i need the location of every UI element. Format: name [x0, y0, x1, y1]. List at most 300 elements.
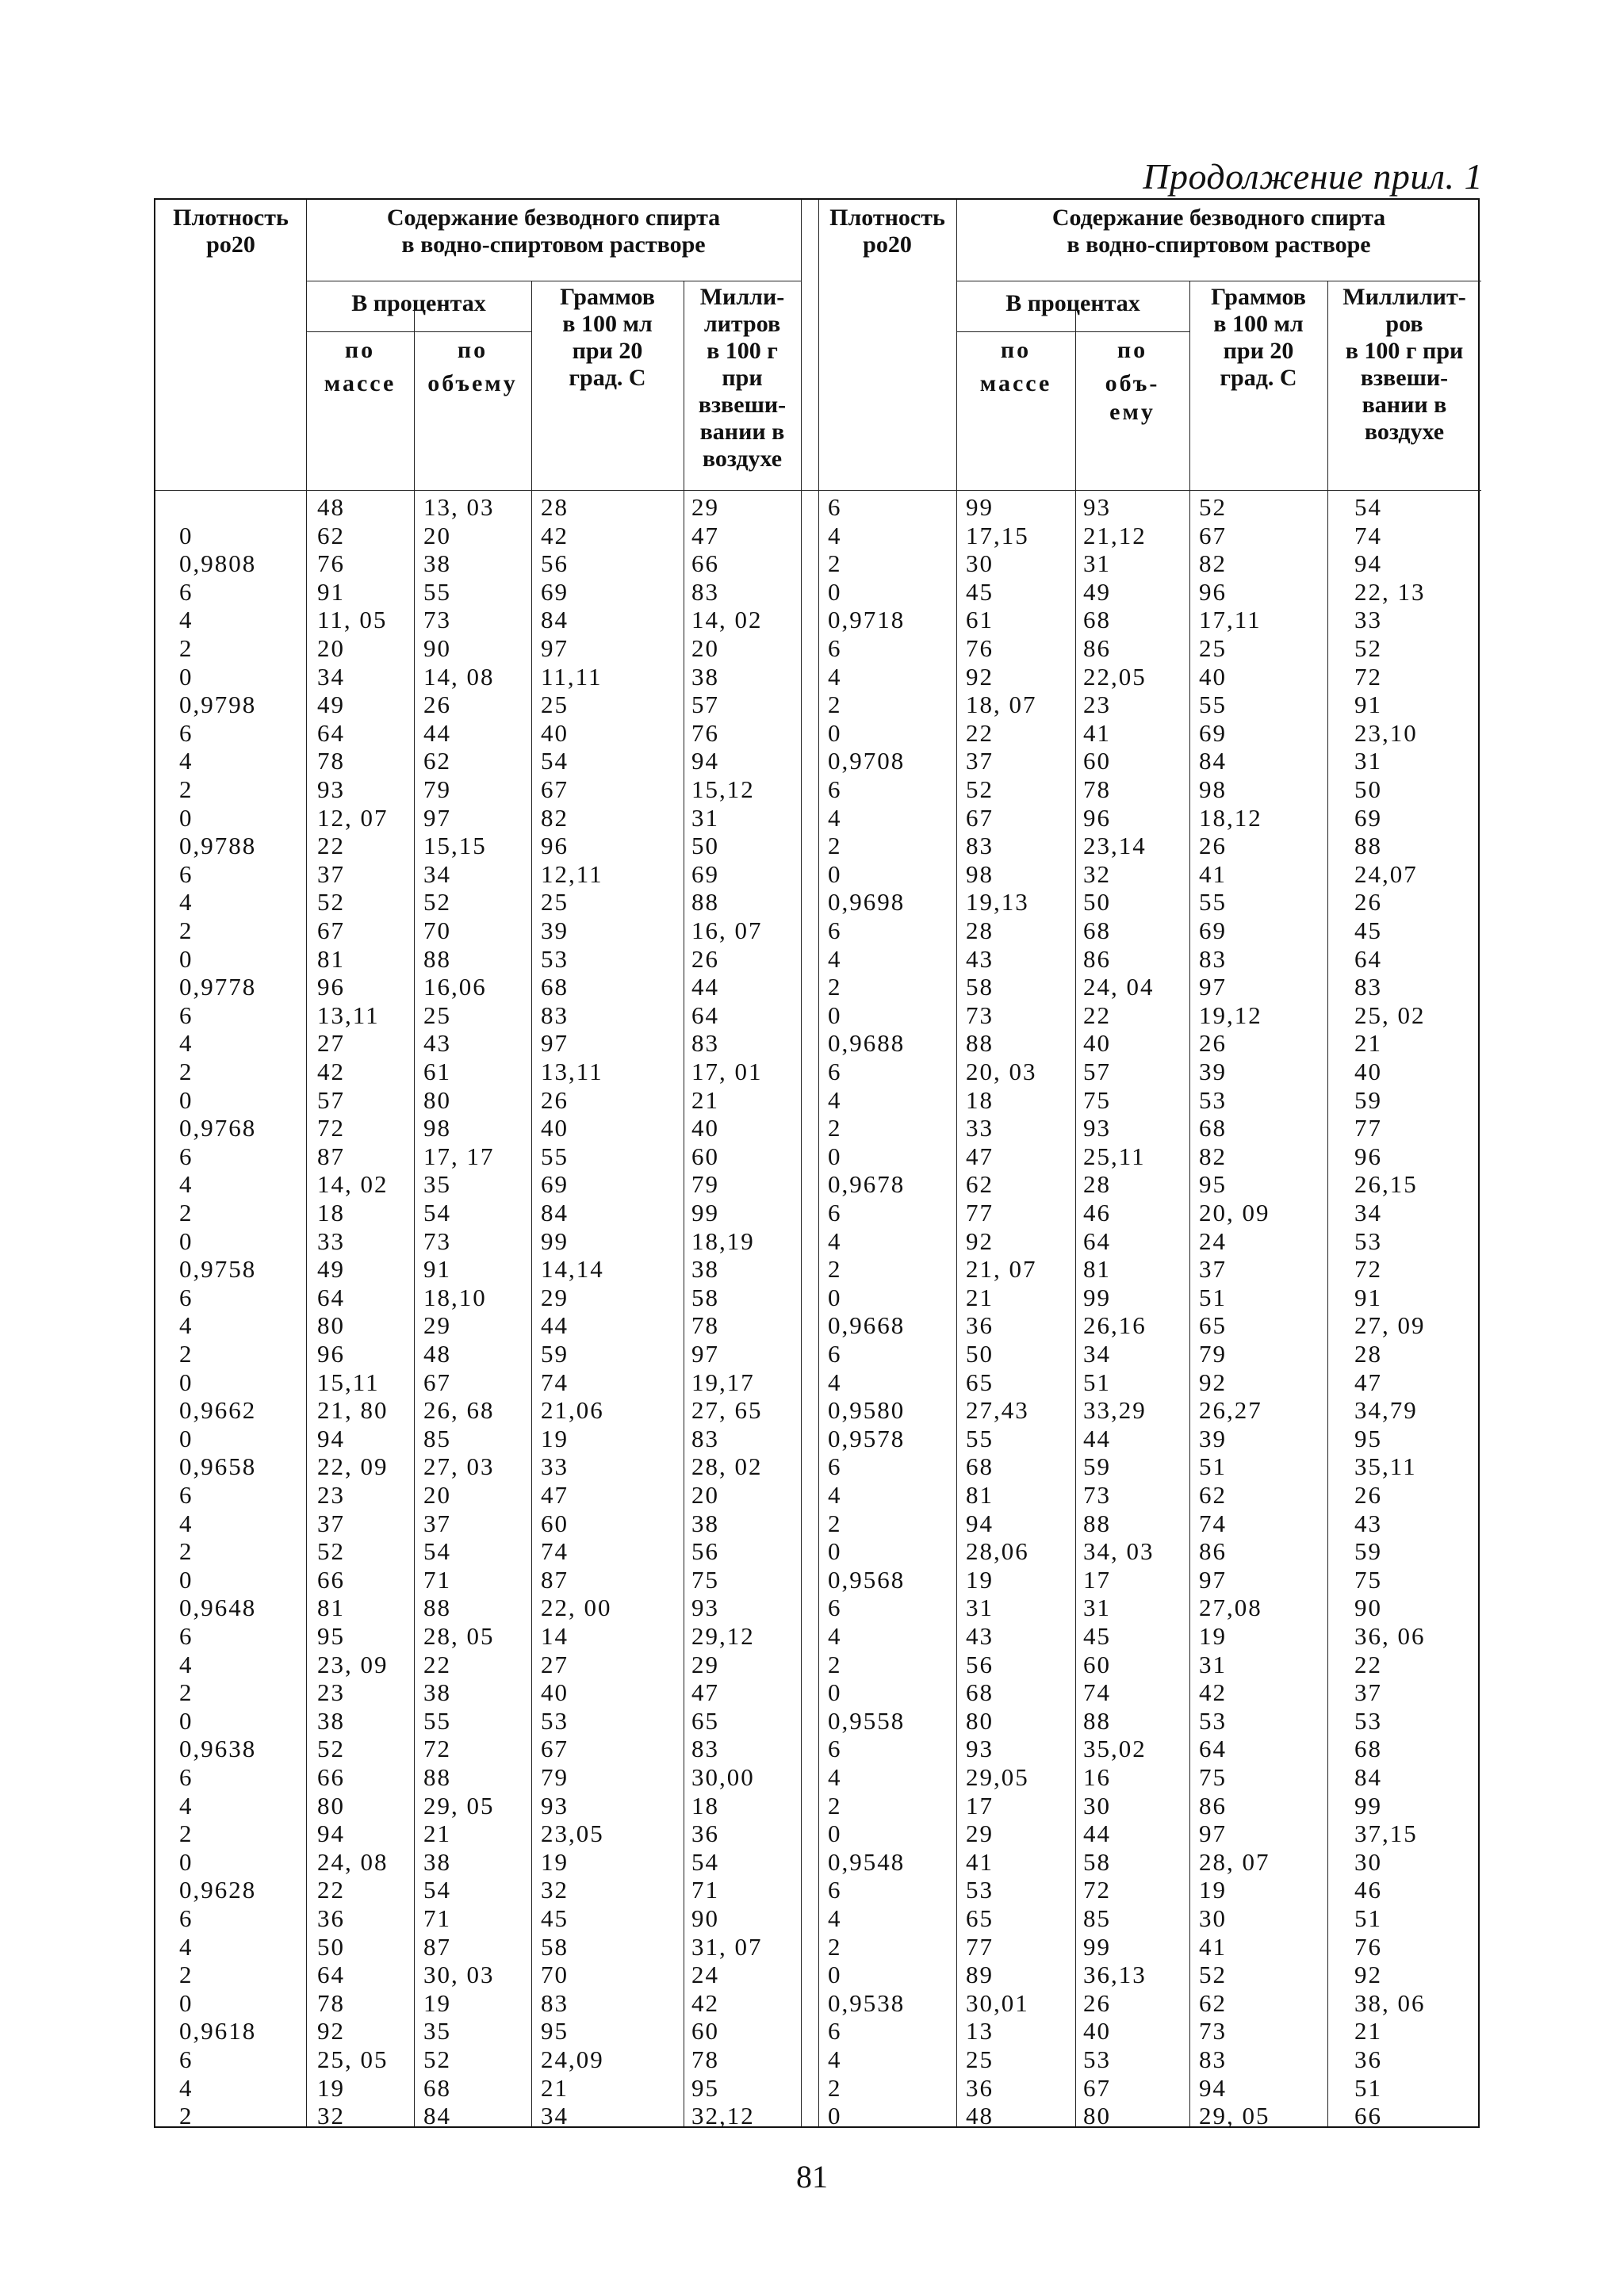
left-ml-cell: 88: [691, 888, 719, 916]
left-density-cell: 0: [179, 1424, 193, 1452]
left-ml-cell: 64: [691, 1001, 719, 1029]
right-density-cell: 6: [828, 634, 842, 662]
right-density-cell: 4: [828, 1904, 842, 1932]
right-grams-cell: 26: [1199, 832, 1227, 860]
left-mass-cell: 37: [317, 1509, 345, 1537]
left-ml-cell: 83: [691, 1735, 719, 1763]
right-ml-cell: 50: [1354, 775, 1382, 803]
left-ml-cell: 60: [691, 1142, 719, 1170]
right-ml-cell: 84: [1354, 1763, 1382, 1791]
left-mass-cell: 24, 08: [317, 1847, 389, 1876]
left-ml-cell: 93: [691, 1594, 719, 1622]
left-ml-cell: 30,00: [691, 1763, 755, 1791]
left-grams-cell: 82: [541, 803, 569, 832]
right-mass-cell: 98: [966, 859, 994, 888]
right-density-cell: 4: [828, 662, 842, 691]
right-density-cell: 0: [828, 1537, 842, 1566]
left-ml-cell: 18,19: [691, 1226, 755, 1255]
right-density-cell: 2: [828, 1650, 842, 1678]
left-volume-cell: 37: [423, 1509, 451, 1537]
left-mass-cell: 36: [317, 1904, 345, 1932]
left-volume-cell: 68: [423, 2073, 451, 2102]
right-density-cell: 0,9538: [828, 1988, 906, 2017]
left-volume-cell: 98: [423, 1114, 451, 1142]
left-ml-cell: 97: [691, 1340, 719, 1368]
right-ml-cell: 91: [1354, 1283, 1382, 1311]
left-ml-cell: 47: [691, 1678, 719, 1707]
right-ml-cell: 38, 06: [1354, 1988, 1426, 2017]
left-mass-cell: 62: [317, 521, 345, 549]
left-density-cell: 0: [179, 662, 193, 691]
right-ml-cell: 53: [1354, 1706, 1382, 1735]
right-mass-cell: 58: [966, 973, 994, 1001]
left-mass-cell: 33: [317, 1226, 345, 1255]
right-mass-cell: 68: [966, 1678, 994, 1707]
left-ml-cell: 56: [691, 1537, 719, 1566]
left-grams-cell: 13,11: [541, 1058, 603, 1085]
left-mass-cell: 49: [317, 691, 345, 719]
left-density-cell: 6: [179, 1904, 193, 1932]
left-ml-cell: 38: [691, 662, 719, 691]
right-mass-cell: 19: [966, 1565, 994, 1594]
right-grams-cell: 17,11: [1199, 606, 1262, 634]
right-grams-cell: 25: [1199, 634, 1227, 662]
right-ml-cell: 37,15: [1354, 1820, 1418, 1848]
right-density-cell: 0: [828, 1001, 842, 1029]
right-density-cell: 0: [828, 859, 842, 888]
right-mass-cell: 36: [966, 1311, 994, 1340]
right-density-cell: 6: [828, 1340, 842, 1368]
right-mass-cell: 94: [966, 1509, 994, 1537]
left-volume-cell: 52: [423, 2045, 451, 2073]
left-grams-cell: 95: [541, 2017, 569, 2045]
left-volume-cell: 34: [423, 859, 451, 888]
left-mass-cell: 22: [317, 1876, 345, 1904]
left-mass-cell: 42: [317, 1058, 345, 1085]
right-mass-cell: 99: [966, 493, 994, 521]
col-divider: [818, 200, 819, 2126]
left-volume-cell: 30, 03: [423, 1961, 495, 1989]
left-grams-cell: 14,14: [541, 1255, 604, 1284]
right-density-cell: 2: [828, 973, 842, 1001]
left-density-cell: 4: [179, 1170, 193, 1199]
right-grams-cell: 55: [1199, 888, 1227, 916]
left-grams-cell: 11,11: [541, 662, 603, 691]
left-mass-cell: 66: [317, 1565, 345, 1594]
right-ml-cell: 33: [1354, 606, 1382, 634]
right-mass-cell: 29: [966, 1820, 994, 1848]
right-volume-cell: 26,16: [1083, 1311, 1147, 1340]
right-volume-cell: 78: [1083, 775, 1111, 803]
right-ml-cell: 22: [1354, 1650, 1382, 1678]
right-density-cell: 0: [828, 1283, 842, 1311]
left-grams-cell: 74: [541, 1368, 569, 1396]
left-volume-cell: 44: [423, 718, 451, 747]
right-grams-cell: 20, 09: [1199, 1199, 1270, 1226]
right-ml-cell: 25, 02: [1354, 1001, 1426, 1029]
right-grams-cell: 55: [1199, 691, 1227, 719]
right-ml-cell: 96: [1354, 1142, 1382, 1170]
left-grams-cell: 29: [541, 1283, 569, 1311]
left-density-cell: 4: [179, 1932, 193, 1961]
left-ml-cell: 50: [691, 832, 719, 860]
left-grams-cell: 47: [541, 1481, 569, 1509]
left-density-cell: 6: [179, 577, 193, 606]
left-ml-cell: 58: [691, 1283, 719, 1311]
left-ml-cell: 78: [691, 2045, 719, 2073]
left-grams-cell: 53: [541, 944, 569, 973]
right-volume-cell: 81: [1083, 1255, 1111, 1284]
right-volume-cell: 23: [1083, 691, 1111, 719]
right-volume-cell: 75: [1083, 1085, 1111, 1114]
left-density-cell: 0: [179, 1847, 193, 1876]
right-ml-cell: 24,07: [1354, 859, 1418, 888]
right-volume-cell: 22: [1083, 1001, 1111, 1029]
right-mass-cell: 18: [966, 1085, 994, 1114]
right-ml-cell: 31: [1354, 747, 1382, 775]
left-mass-cell: 66: [317, 1763, 345, 1791]
right-mass-cell: 77: [966, 1199, 994, 1226]
left-grams-cell: 99: [541, 1226, 569, 1255]
left-volume-cell: 54: [423, 1537, 451, 1566]
left-ml-cell: 90: [691, 1904, 719, 1932]
right-mass-cell: 67: [966, 803, 994, 832]
left-grams-cell: 34: [541, 2102, 569, 2130]
right-density-cell: 6: [828, 775, 842, 803]
right-density-cell: 4: [828, 1481, 842, 1509]
left-ml-cell: 29: [691, 1650, 719, 1678]
right-mass-cell: 92: [966, 662, 994, 691]
right-density-cell: 0,9708: [828, 747, 906, 775]
left-mass-cell: 64: [317, 718, 345, 747]
right-mass-cell: 88: [966, 1029, 994, 1058]
left-density-cell: 0: [179, 803, 193, 832]
left-mass-cell: 11, 05: [317, 606, 388, 634]
left-grams-cell: 40: [541, 1678, 569, 1707]
right-density-cell: 2: [828, 1932, 842, 1961]
left-ml-cell: 38: [691, 1255, 719, 1284]
right-ml-cell: 27, 09: [1354, 1311, 1426, 1340]
header-by-volume-left: по объему: [427, 337, 518, 396]
left-volume-cell: 84: [423, 2102, 451, 2130]
right-volume-cell: 60: [1083, 747, 1111, 775]
left-grams-cell: 83: [541, 1001, 569, 1029]
left-ml-cell: 66: [691, 549, 719, 578]
left-mass-cell: 64: [317, 1283, 345, 1311]
right-ml-cell: 21: [1354, 1029, 1382, 1058]
left-ml-cell: 83: [691, 577, 719, 606]
left-grams-cell: 69: [541, 1170, 569, 1199]
right-grams-cell: 67: [1199, 521, 1227, 549]
right-mass-cell: 28,06: [966, 1537, 1029, 1566]
right-grams-cell: 51: [1199, 1452, 1227, 1481]
right-density-cell: 0,9548: [828, 1847, 906, 1876]
left-density-cell: 0,9618: [179, 2017, 257, 2045]
left-mass-cell: 23, 09: [317, 1650, 389, 1678]
left-mass-cell: 67: [317, 916, 345, 944]
right-density-cell: 0: [828, 1678, 842, 1707]
right-mass-cell: 13: [966, 2017, 994, 2045]
left-grams-cell: 93: [541, 1791, 569, 1820]
left-mass-cell: 37: [317, 859, 345, 888]
right-ml-cell: 46: [1354, 1876, 1382, 1904]
header-by-mass-right: по массе: [979, 337, 1052, 396]
right-volume-cell: 99: [1083, 1932, 1111, 1961]
right-volume-cell: 30: [1083, 1791, 1111, 1820]
left-density-cell: 0,9662: [179, 1396, 257, 1425]
left-volume-cell: 15,15: [423, 832, 487, 860]
right-grams-cell: 29, 05: [1199, 2102, 1270, 2130]
left-density-cell: 2: [179, 1340, 193, 1368]
col-divider: [1075, 311, 1076, 2126]
left-grams-cell: 58: [541, 1932, 569, 1961]
left-ml-cell: 24: [691, 1961, 719, 1989]
right-mass-cell: 50: [966, 1340, 994, 1368]
right-ml-cell: 34: [1354, 1199, 1382, 1226]
left-ml-cell: 54: [691, 1847, 719, 1876]
right-density-cell: 0,9568: [828, 1565, 906, 1594]
left-ml-cell: 65: [691, 1706, 719, 1735]
left-mass-cell: 72: [317, 1114, 345, 1142]
left-mass-cell: 13,11: [317, 1001, 380, 1029]
right-mass-cell: 36: [966, 2073, 994, 2102]
left-grams-cell: 84: [541, 606, 569, 634]
left-volume-cell: 20: [423, 521, 451, 549]
left-ml-cell: 20: [691, 634, 719, 662]
left-ml-cell: 78: [691, 1311, 719, 1340]
right-volume-cell: 96: [1083, 803, 1111, 832]
right-volume-cell: 73: [1083, 1481, 1111, 1509]
left-mass-cell: 91: [317, 577, 345, 606]
left-mass-cell: 23: [317, 1481, 345, 1509]
right-mass-cell: 62: [966, 1170, 994, 1199]
left-mass-cell: 96: [317, 973, 345, 1001]
right-ml-cell: 43: [1354, 1509, 1382, 1537]
left-ml-cell: 57: [691, 691, 719, 719]
col-divider: [1189, 281, 1190, 2126]
left-ml-cell: 21: [691, 1085, 719, 1114]
right-mass-cell: 77: [966, 1932, 994, 1961]
right-volume-cell: 88: [1083, 1509, 1111, 1537]
right-grams-cell: 52: [1199, 493, 1227, 521]
right-density-cell: 6: [828, 1594, 842, 1622]
right-density-cell: 4: [828, 944, 842, 973]
left-ml-cell: 38: [691, 1509, 719, 1537]
left-density-cell: 0,9768: [179, 1114, 257, 1142]
right-density-cell: 2: [828, 1791, 842, 1820]
right-volume-cell: 53: [1083, 2045, 1111, 2073]
col-divider: [531, 281, 532, 2126]
left-grams-cell: 28: [541, 493, 569, 521]
left-grams-cell: 67: [541, 1735, 569, 1763]
left-ml-cell: 26: [691, 944, 719, 973]
right-grams-cell: 19: [1199, 1622, 1227, 1650]
right-grams-cell: 92: [1199, 1368, 1227, 1396]
left-grams-cell: 97: [541, 1029, 569, 1058]
right-mass-cell: 20, 03: [966, 1058, 1037, 1085]
right-volume-cell: 85: [1083, 1904, 1111, 1932]
left-ml-cell: 99: [691, 1199, 719, 1226]
right-grams-cell: 39: [1199, 1424, 1227, 1452]
right-density-cell: 0: [828, 718, 842, 747]
left-grams-cell: 96: [541, 832, 569, 860]
right-ml-cell: 26: [1354, 888, 1382, 916]
left-ml-cell: 29: [691, 493, 719, 521]
right-volume-cell: 17: [1083, 1565, 1111, 1594]
right-volume-cell: 31: [1083, 1594, 1111, 1622]
right-grams-cell: 51: [1199, 1283, 1227, 1311]
left-grams-cell: 26: [541, 1085, 569, 1114]
left-mass-cell: 94: [317, 1820, 345, 1848]
right-density-cell: 2: [828, 2073, 842, 2102]
right-ml-cell: 40: [1354, 1058, 1382, 1085]
left-density-cell: 0,9778: [179, 973, 257, 1001]
right-volume-cell: 40: [1083, 1029, 1111, 1058]
right-volume-cell: 64: [1083, 1226, 1111, 1255]
left-ml-cell: 60: [691, 2017, 719, 2045]
left-mass-cell: 21, 80: [317, 1396, 389, 1425]
right-grams-cell: 69: [1199, 718, 1227, 747]
left-density-cell: 0,9638: [179, 1735, 257, 1763]
right-mass-cell: 31: [966, 1594, 994, 1622]
right-mass-cell: 43: [966, 944, 994, 973]
row-divider: [956, 331, 1189, 332]
left-density-cell: 6: [179, 718, 193, 747]
right-mass-cell: 41: [966, 1847, 994, 1876]
right-grams-cell: 69: [1199, 916, 1227, 944]
left-volume-cell: 26, 68: [423, 1396, 495, 1425]
right-grams-cell: 62: [1199, 1988, 1227, 2017]
left-volume-cell: 13, 03: [423, 493, 495, 521]
left-density-cell: 0: [179, 1085, 193, 1114]
left-grams-cell: 69: [541, 577, 569, 606]
right-density-cell: 0: [828, 577, 842, 606]
right-grams-cell: 52: [1199, 1961, 1227, 1989]
left-ml-cell: 20: [691, 1481, 719, 1509]
left-density-cell: 6: [179, 859, 193, 888]
right-ml-cell: 37: [1354, 1678, 1382, 1707]
left-density-cell: 4: [179, 1650, 193, 1678]
left-ml-cell: 29,12: [691, 1622, 755, 1650]
right-mass-cell: 17,15: [966, 521, 1029, 549]
right-grams-cell: 73: [1199, 2017, 1227, 2045]
right-ml-cell: 72: [1354, 662, 1382, 691]
right-mass-cell: 61: [966, 606, 994, 634]
left-mass-cell: 93: [317, 775, 345, 803]
right-volume-cell: 88: [1083, 1706, 1111, 1735]
left-volume-cell: 27, 03: [423, 1452, 495, 1481]
page-number: 81: [796, 2159, 828, 2195]
left-mass-cell: 52: [317, 1537, 345, 1566]
right-mass-cell: 21: [966, 1283, 994, 1311]
right-density-cell: 6: [828, 916, 842, 944]
right-volume-cell: 34: [1083, 1340, 1111, 1368]
left-mass-cell: 19: [317, 2073, 345, 2102]
right-volume-cell: 16: [1083, 1763, 1111, 1791]
right-ml-cell: 83: [1354, 973, 1382, 1001]
left-grams-cell: 55: [541, 1142, 569, 1170]
left-density-cell: 2: [179, 916, 193, 944]
right-density-cell: 4: [828, 1622, 842, 1650]
left-volume-cell: 88: [423, 944, 451, 973]
right-volume-cell: 50: [1083, 888, 1111, 916]
left-mass-cell: 48: [317, 493, 345, 521]
left-grams-cell: 24,09: [541, 2045, 604, 2073]
right-volume-cell: 32: [1083, 859, 1111, 888]
left-ml-cell: 95: [691, 2073, 719, 2102]
left-density-cell: 4: [179, 2073, 193, 2102]
right-mass-cell: 30,01: [966, 1988, 1029, 2017]
left-ml-cell: 79: [691, 1170, 719, 1199]
left-grams-cell: 12,11: [541, 859, 603, 888]
right-ml-cell: 90: [1354, 1594, 1382, 1622]
left-ml-cell: 32,12: [691, 2102, 755, 2130]
left-mass-cell: 57: [317, 1085, 345, 1114]
right-volume-cell: 57: [1083, 1058, 1111, 1085]
left-density-cell: 6: [179, 1283, 193, 1311]
header-density-left: Плотность ро20: [173, 205, 289, 258]
right-grams-cell: 97: [1199, 1565, 1227, 1594]
right-ml-cell: 26: [1354, 1481, 1382, 1509]
right-grams-cell: 41: [1199, 1932, 1227, 1961]
left-density-cell: 2: [179, 2102, 193, 2130]
right-density-cell: 0,9558: [828, 1706, 906, 1735]
left-volume-cell: 19: [423, 1988, 451, 2017]
left-density-cell: 6: [179, 1481, 193, 1509]
right-mass-cell: 21, 07: [966, 1255, 1037, 1284]
right-mass-cell: 48: [966, 2102, 994, 2130]
header-grams-left: Граммов в 100 мл при 20 град. С: [560, 284, 655, 391]
right-density-cell: 4: [828, 1226, 842, 1255]
left-grams-cell: 54: [541, 747, 569, 775]
left-volume-cell: 35: [423, 1170, 451, 1199]
left-volume-cell: 70: [423, 916, 451, 944]
left-volume-cell: 22: [423, 1650, 451, 1678]
right-volume-cell: 67: [1083, 2073, 1111, 2102]
left-density-cell: 2: [179, 775, 193, 803]
left-density-cell: 0,9808: [179, 549, 257, 578]
right-mass-cell: 43: [966, 1622, 994, 1650]
left-mass-cell: 38: [317, 1706, 345, 1735]
left-volume-cell: 71: [423, 1904, 451, 1932]
right-volume-cell: 93: [1083, 1114, 1111, 1142]
right-volume-cell: 74: [1083, 1678, 1111, 1707]
right-mass-cell: 17: [966, 1791, 994, 1820]
right-volume-cell: 44: [1083, 1820, 1111, 1848]
right-ml-cell: 76: [1354, 1932, 1382, 1961]
left-grams-cell: 21,06: [541, 1396, 604, 1425]
left-density-cell: 0,9628: [179, 1876, 257, 1904]
right-mass-cell: 83: [966, 832, 994, 860]
left-volume-cell: 55: [423, 1706, 451, 1735]
right-ml-cell: 54: [1354, 493, 1382, 521]
right-grams-cell: 84: [1199, 747, 1227, 775]
right-density-cell: 0: [828, 1820, 842, 1848]
left-density-cell: 2: [179, 634, 193, 662]
right-ml-cell: 92: [1354, 1961, 1382, 1989]
left-grams-cell: 23,05: [541, 1820, 604, 1848]
left-volume-cell: 72: [423, 1735, 451, 1763]
header-bottom-line: [155, 490, 1481, 491]
left-volume-cell: 73: [423, 1226, 451, 1255]
left-mass-cell: 80: [317, 1791, 345, 1820]
left-mass-cell: 81: [317, 1594, 345, 1622]
left-ml-cell: 83: [691, 1424, 719, 1452]
right-ml-cell: 99: [1354, 1791, 1382, 1820]
right-grams-cell: 97: [1199, 1820, 1227, 1848]
col-divider: [306, 200, 307, 2126]
right-volume-cell: 31: [1083, 549, 1111, 578]
